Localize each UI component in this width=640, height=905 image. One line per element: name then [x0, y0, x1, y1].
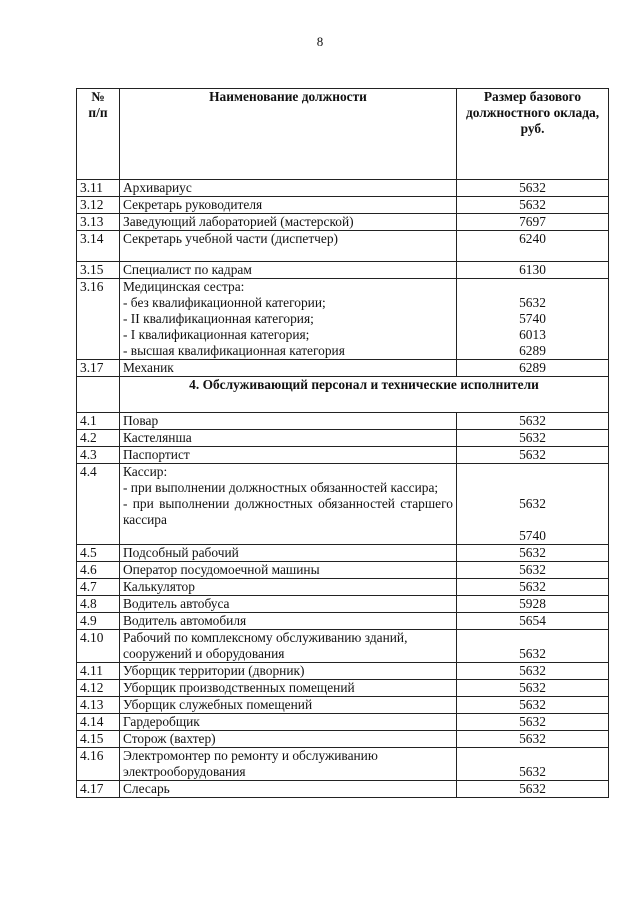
section-row — [77, 377, 609, 413]
table-row — [77, 360, 609, 377]
cashier-title: Кассир: — [123, 464, 168, 479]
nurse-category: - I квалификационная категория; — [123, 327, 310, 342]
header-salary: Размер базового должностного оклада, руб. — [457, 89, 609, 180]
nurse-title: Медицинская сестра: — [123, 279, 245, 294]
table-row — [77, 596, 609, 613]
nurse-salary: 5632 — [519, 295, 546, 310]
row-num: 4.15 — [77, 731, 120, 748]
row-position: Уборщик территории (дворник) — [120, 663, 457, 680]
row-position: Оператор посудомоечной машины — [120, 562, 457, 579]
row-num: 3.17 — [77, 360, 120, 377]
row-salary: 5632 — [457, 413, 609, 430]
table-row — [77, 447, 609, 464]
table-row — [77, 279, 609, 360]
row-salary: 5632 — [457, 663, 609, 680]
row-salary: 5632 — [457, 630, 609, 663]
row-position: Водитель автобуса — [120, 596, 457, 613]
cashier-duty: - при выполнении должностных обязанностей кассира; — [123, 480, 439, 495]
row-num: 4.12 — [77, 680, 120, 697]
table-row — [77, 197, 609, 214]
row-position: Секретарь руководителя — [120, 197, 457, 214]
row-num: 4.10 — [77, 630, 120, 663]
row-num: 4.3 — [77, 447, 120, 464]
header-name: Наименование должности — [120, 89, 457, 180]
nurse-category: - без квалификационной категории; — [123, 295, 326, 310]
table-row — [77, 714, 609, 731]
row-position — [120, 464, 457, 545]
row-salary: 5632 — [457, 197, 609, 214]
header-num: № п/п — [77, 89, 120, 180]
row-position: Заведующий лабораторией (мастерской) — [120, 214, 457, 231]
row-num: 4.14 — [77, 714, 120, 731]
row-num: 4.8 — [77, 596, 120, 613]
row-salary: 6240 — [457, 231, 609, 262]
row-salary: 5632 — [457, 180, 609, 197]
cashier-duty: - при выполнении должностных обязанностей старшего кассира — [123, 496, 453, 527]
row-position: Гардеробщик — [120, 714, 457, 731]
table-row — [77, 663, 609, 680]
table-row — [77, 231, 609, 262]
row-position: Электромонтер по ремонту и обслуживанию электрооборудования — [120, 748, 457, 781]
table-row — [77, 781, 609, 798]
row-position: Калькулятор — [120, 579, 457, 596]
row-salary: 5632 — [457, 714, 609, 731]
row-position: Водитель автомобиля — [120, 613, 457, 630]
table-row — [77, 545, 609, 562]
row-position: Слесарь — [120, 781, 457, 798]
page-number: 8 — [316, 34, 324, 49]
row-salary: 6289 — [457, 360, 609, 377]
table-header-row — [77, 89, 609, 180]
row-num: 3.15 — [77, 262, 120, 279]
row-salary: 5632 — [457, 748, 609, 781]
table-row — [77, 430, 609, 447]
row-salary: 5632 — [457, 430, 609, 447]
row-num: 4.13 — [77, 697, 120, 714]
row-num: 4.1 — [77, 413, 120, 430]
row-position: Паспортист — [120, 447, 457, 464]
row-num: 4.17 — [77, 781, 120, 798]
cashier-salary: 5740 — [519, 528, 546, 543]
table-row — [77, 413, 609, 430]
table-row — [77, 630, 609, 663]
row-num: 4.11 — [77, 663, 120, 680]
table-row — [77, 697, 609, 714]
row-position: Уборщик производственных помещений — [120, 680, 457, 697]
row-salary: 5928 — [457, 596, 609, 613]
table-row — [77, 214, 609, 231]
row-position: Кастелянша — [120, 430, 457, 447]
row-num: 3.13 — [77, 214, 120, 231]
cashier-salary: 5632 — [519, 496, 546, 511]
row-salary: 5632 — [457, 562, 609, 579]
row-num: 4.7 — [77, 579, 120, 596]
salary-table — [76, 88, 609, 798]
row-salary — [457, 464, 609, 545]
row-salary: 7697 — [457, 214, 609, 231]
row-salary: 5632 — [457, 545, 609, 562]
nurse-salary: 6289 — [519, 343, 546, 358]
row-num: 4.2 — [77, 430, 120, 447]
row-salary: 5632 — [457, 697, 609, 714]
row-num: 3.12 — [77, 197, 120, 214]
row-position: Уборщик служебных помещений — [120, 697, 457, 714]
row-num: 3.14 — [77, 231, 120, 262]
row-salary: 5654 — [457, 613, 609, 630]
table-row — [77, 680, 609, 697]
row-salary: 5632 — [457, 781, 609, 798]
row-position: Архивариус — [120, 180, 457, 197]
row-num: 3.16 — [77, 279, 120, 360]
nurse-salary: 5740 — [519, 311, 546, 326]
table-row — [77, 464, 609, 545]
row-salary: 5632 — [457, 731, 609, 748]
row-position: Сторож (вахтер) — [120, 731, 457, 748]
nurse-category: - высшая квалификационная категория — [123, 343, 345, 358]
row-num: 4.6 — [77, 562, 120, 579]
table-row — [77, 579, 609, 596]
table-row — [77, 562, 609, 579]
table-row — [77, 262, 609, 279]
row-position: Секретарь учебной части (диспетчер) — [120, 231, 457, 262]
section-title: 4. Обслуживающий персонал и технические исполнители — [120, 377, 609, 413]
row-num: 4.16 — [77, 748, 120, 781]
row-num: 4.9 — [77, 613, 120, 630]
row-position: Подсобный рабочий — [120, 545, 457, 562]
row-position — [120, 279, 457, 360]
row-position: Повар — [120, 413, 457, 430]
table-row — [77, 613, 609, 630]
section-num-empty — [77, 377, 120, 413]
row-num: 3.11 — [77, 180, 120, 197]
row-num: 4.5 — [77, 545, 120, 562]
row-num: 4.4 — [77, 464, 120, 545]
row-salary: 5632 — [457, 447, 609, 464]
table-row — [77, 748, 609, 781]
nurse-salary: 6013 — [519, 327, 546, 342]
row-position: Специалист по кадрам — [120, 262, 457, 279]
table-row — [77, 180, 609, 197]
row-salary: 5632 — [457, 680, 609, 697]
row-position: Рабочий по комплексному обслуживанию зданий, сооружений и оборудования — [120, 630, 457, 663]
nurse-category: - II квалификационная категория; — [123, 311, 314, 326]
row-salary — [457, 279, 609, 360]
row-salary: 5632 — [457, 579, 609, 596]
row-salary: 6130 — [457, 262, 609, 279]
row-position: Механик — [120, 360, 457, 377]
table-row — [77, 731, 609, 748]
